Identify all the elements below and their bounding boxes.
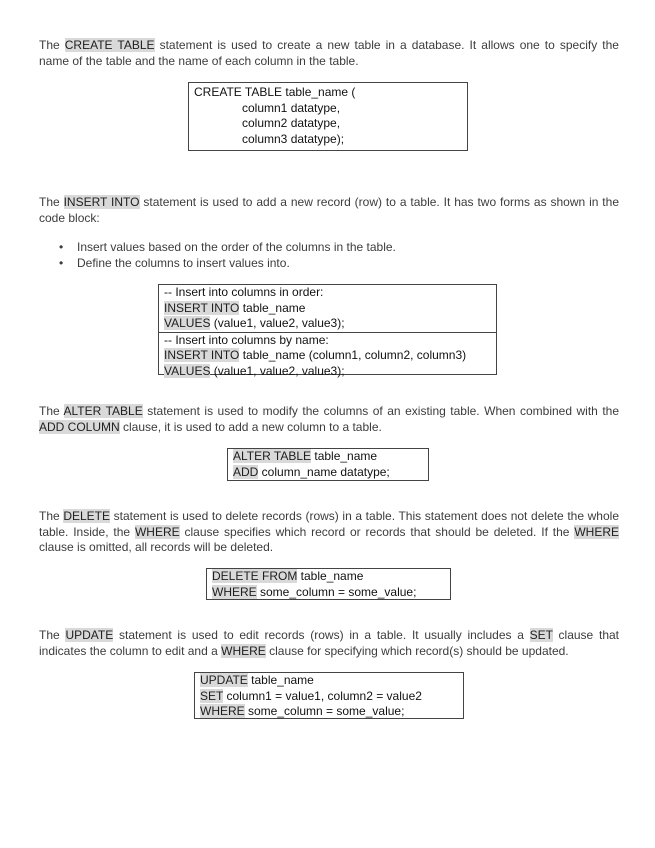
keyword-highlight: UPDATE <box>65 628 114 642</box>
keyword-highlight: WHERE <box>221 643 266 658</box>
code-text: column1 = value1, column2 = value2 <box>223 688 422 703</box>
code-text: table_name <box>311 449 378 463</box>
insert-forms-list <box>57 240 396 271</box>
text-segment: clause, it is used to add a new column to a table. <box>119 419 382 434</box>
code-text: table_name <box>297 569 364 583</box>
text-segment: statement is used to delete records (rows) in a table. This statement does not delete the whole table. Inside, the <box>39 509 619 539</box>
code-line <box>159 301 496 317</box>
text-segment: The <box>39 509 64 523</box>
keyword-highlight: DELETE <box>63 509 110 523</box>
alter-table-paragraph <box>39 404 619 435</box>
list-item-text: Insert values based on the order of the columns in the table. <box>77 240 396 254</box>
keyword-highlight: SET <box>529 628 553 642</box>
code-line <box>195 689 463 705</box>
insert-into-code-block <box>158 284 497 378</box>
create-table-code-block <box>188 82 468 151</box>
code-text: some_column = some_value; <box>244 704 405 718</box>
text-segment: clause is omitted, all records will be deleted. <box>39 540 274 554</box>
code-text: some_column = some_value; <box>256 584 417 599</box>
list-item <box>57 256 396 272</box>
code-line: column3 datatype); <box>242 131 345 146</box>
keyword-highlight: INSERT INTO <box>164 300 240 315</box>
code-line <box>207 585 450 601</box>
code-section-by-name <box>159 332 496 380</box>
keyword-highlight: ALTER TABLE <box>233 449 312 463</box>
code-text: table_name (column1, column2, column3) <box>239 348 467 362</box>
text-segment: The <box>39 404 64 418</box>
code-line <box>159 364 496 380</box>
code-line: column2 datatype, <box>242 116 341 130</box>
list-item <box>57 240 396 256</box>
code-line: -- Insert into columns in order: <box>164 285 324 299</box>
code-line <box>159 316 496 332</box>
code-line <box>228 449 428 465</box>
keyword-highlight: ADD <box>233 464 259 479</box>
code-text: (value1, value2, value3); <box>210 316 345 330</box>
code-line <box>159 348 496 364</box>
keyword-highlight: CREATE TABLE <box>64 38 155 52</box>
keyword-highlight: WHERE <box>212 584 257 599</box>
keyword-highlight: DELETE FROM <box>212 569 298 583</box>
keyword-highlight: SET <box>200 688 224 703</box>
text-segment: statement is used to create a new table in a database. It allows one to specify the name of the table and the name of each column in the table. <box>39 38 619 68</box>
text-segment: statement is used to edit records (rows) in a table. It usually includes a <box>113 628 530 642</box>
code-line: column1 datatype, <box>242 100 341 115</box>
update-code-block <box>194 672 464 719</box>
delete-paragraph <box>39 509 619 556</box>
code-line <box>195 673 463 689</box>
list-item-text: Define the columns to insert values into. <box>77 255 290 270</box>
keyword-highlight: WHERE <box>134 524 180 539</box>
keyword-highlight: INSERT INTO <box>164 348 240 362</box>
text-segment: clause specifies which record or records that should be deleted. If the <box>179 524 575 539</box>
keyword-highlight: INSERT INTO <box>63 195 140 209</box>
code-line: CREATE TABLE table_name ( <box>194 85 356 99</box>
keyword-highlight: VALUES <box>164 316 211 330</box>
text-segment: The <box>39 195 64 209</box>
update-paragraph <box>39 628 619 659</box>
alter-table-code-block <box>227 448 429 481</box>
delete-code-block <box>206 568 451 600</box>
text-segment: The <box>39 38 65 52</box>
keyword-highlight: WHERE <box>574 524 619 539</box>
keyword-highlight: WHERE <box>200 704 245 718</box>
text-segment: statement is used to modify the columns of an existing table. When combined with the <box>142 404 620 418</box>
keyword-highlight: ALTER TABLE <box>63 404 143 418</box>
code-text: table_name <box>239 300 306 315</box>
bullet-icon: • <box>59 255 64 270</box>
text-segment: clause for specifying which record(s) should be updated. <box>265 643 569 658</box>
text-segment: The <box>39 628 66 642</box>
insert-into-paragraph <box>39 195 619 226</box>
code-text: column_name datatype; <box>258 464 390 479</box>
keyword-highlight: UPDATE <box>200 673 248 687</box>
text-segment: statement is used to add a new record (row) to a table. It has two forms as shown in the code block: <box>39 195 619 225</box>
keyword-highlight: ADD COLUMN <box>39 419 120 434</box>
code-line <box>207 569 450 585</box>
bullet-icon: • <box>59 240 64 254</box>
code-line <box>195 704 463 720</box>
text-segment: clause that indicates the column to edit and a <box>39 628 620 658</box>
code-text: table_name <box>247 673 314 687</box>
code-line <box>228 465 428 481</box>
code-text: (value1, value2, value3); <box>210 363 345 378</box>
code-section-by-order <box>159 285 496 332</box>
code-line: -- Insert into columns by name: <box>164 332 329 347</box>
create-table-paragraph <box>39 38 619 69</box>
keyword-highlight: VALUES <box>164 363 211 378</box>
